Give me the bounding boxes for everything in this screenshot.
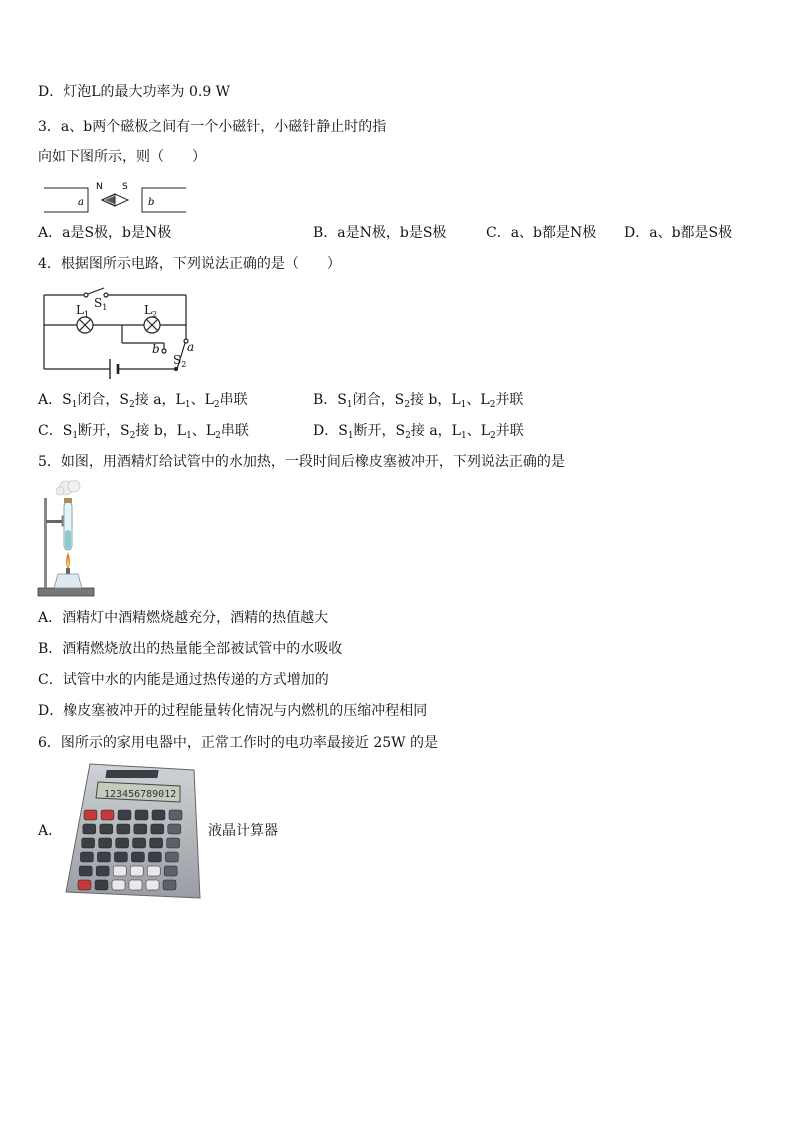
- calculator-key: [167, 838, 180, 848]
- calculator-key: [95, 880, 108, 890]
- calculator-key: [118, 810, 131, 820]
- q5-option-c: C．试管中水的内能是通过热传递的方式增加的: [38, 672, 329, 688]
- calculator-key: [168, 824, 181, 834]
- calculator-key: [163, 880, 176, 890]
- contact-b-label: b: [152, 342, 160, 356]
- calculator-key: [133, 838, 146, 848]
- calculator-key: [152, 810, 165, 820]
- q5-option-d: D．橡皮塞被冲开的过程能量转化情况与内燃机的压缩冲程相同: [38, 703, 428, 719]
- calculator-key: [100, 824, 113, 834]
- q3-option-c: C．a、b都是N极: [486, 225, 597, 241]
- q3-option-a: A．a是S极，b是N极: [38, 225, 172, 241]
- magnet-b-label: b: [148, 197, 155, 208]
- contact-a-label: a: [187, 340, 195, 354]
- q2-option-d: D．灯泡L的最大功率为 0.9 W: [38, 84, 231, 100]
- calculator-key: [82, 838, 95, 848]
- q3-stem-line1: 3．a、b两个磁极之间有一个小磁针，小磁针静止时的指: [38, 119, 387, 135]
- s1-label: $S_1$: [94, 296, 108, 312]
- calculator-key: [97, 852, 110, 862]
- calculator-key: [164, 866, 177, 876]
- q6-stem: 6．图所示的家用电器中，正常工作时的电功率最接近 25W 的是: [38, 735, 439, 751]
- q4-option-a: A．$S_1$闭合，$S_2$接 a，$L_1$、$L_2$串联: [38, 392, 248, 410]
- q4-stem: 4．根据图所示电路，下列说法正确的是（ ）: [38, 256, 341, 272]
- calculator-key: [117, 824, 130, 834]
- calculator-key: [131, 852, 144, 862]
- alcohol-lamp-test-tube-figure: [36, 478, 96, 600]
- calculator-key: [101, 810, 114, 820]
- q5-stem: 5．如图，用酒精灯给试管中的水加热，一段时间后橡皮塞被冲开，下列说法正确的是: [38, 454, 565, 470]
- calculator-key: [130, 866, 143, 876]
- calculator-key: [84, 810, 97, 820]
- calculator-key: [96, 866, 109, 876]
- calculator-key: [148, 852, 161, 862]
- l1-label: $L_1$: [76, 303, 90, 319]
- calculator-key: [150, 838, 163, 848]
- calculator-key: [146, 880, 159, 890]
- calculator-key: [169, 810, 182, 820]
- calculator-key: [129, 880, 142, 890]
- magnet-figure: [44, 180, 186, 214]
- q6-option-a-letter: A．: [38, 823, 63, 839]
- q3-stem-line2: 向如下图所示，则（ ）: [38, 149, 206, 165]
- calculator-key: [113, 866, 126, 876]
- circuit-figure: [40, 285, 200, 381]
- s2-label: $S_2$: [173, 353, 187, 369]
- calculator-key: [165, 852, 178, 862]
- q3-option-d: D．a、b都是S极: [624, 225, 733, 241]
- needle-s-label: S: [122, 182, 128, 192]
- q5-option-b: B．酒精燃烧放出的热量能全部被试管中的水吸收: [38, 641, 343, 657]
- q3-option-b: B．a是N极，b是S极: [313, 225, 447, 241]
- needle-n-label: N: [96, 182, 103, 192]
- calculator-key: [151, 824, 164, 834]
- magnet-a-label: a: [78, 197, 84, 208]
- calculator-display: 123456789012: [104, 789, 177, 800]
- calculator-key: [83, 824, 96, 834]
- calculator-key: [135, 810, 148, 820]
- calculator-key: [78, 880, 91, 890]
- q4-option-c: C．$S_1$断开，$S_2$接 b，$L_1$、$L_2$串联: [38, 423, 249, 441]
- l2-label: $L_2$: [144, 303, 158, 319]
- q6-option-a-label: 液晶计算器: [208, 823, 278, 839]
- calculator-key: [134, 824, 147, 834]
- calculator-key: [79, 866, 92, 876]
- calculator-key: [99, 838, 112, 848]
- calculator-key: [147, 866, 160, 876]
- calculator-key: [116, 838, 129, 848]
- q5-option-a: A．酒精灯中酒精燃烧越充分，酒精的热值越大: [38, 610, 329, 626]
- calculator-key: [80, 852, 93, 862]
- q4-option-d: D．$S_1$断开，$S_2$接 a，$L_1$、$L_2$并联: [313, 423, 524, 441]
- calculator-key: [114, 852, 127, 862]
- calculator-key: [112, 880, 125, 890]
- calculator-image: [62, 760, 202, 902]
- q4-option-b: B．$S_1$闭合，$S_2$接 b，$L_1$、$L_2$并联: [313, 392, 524, 410]
